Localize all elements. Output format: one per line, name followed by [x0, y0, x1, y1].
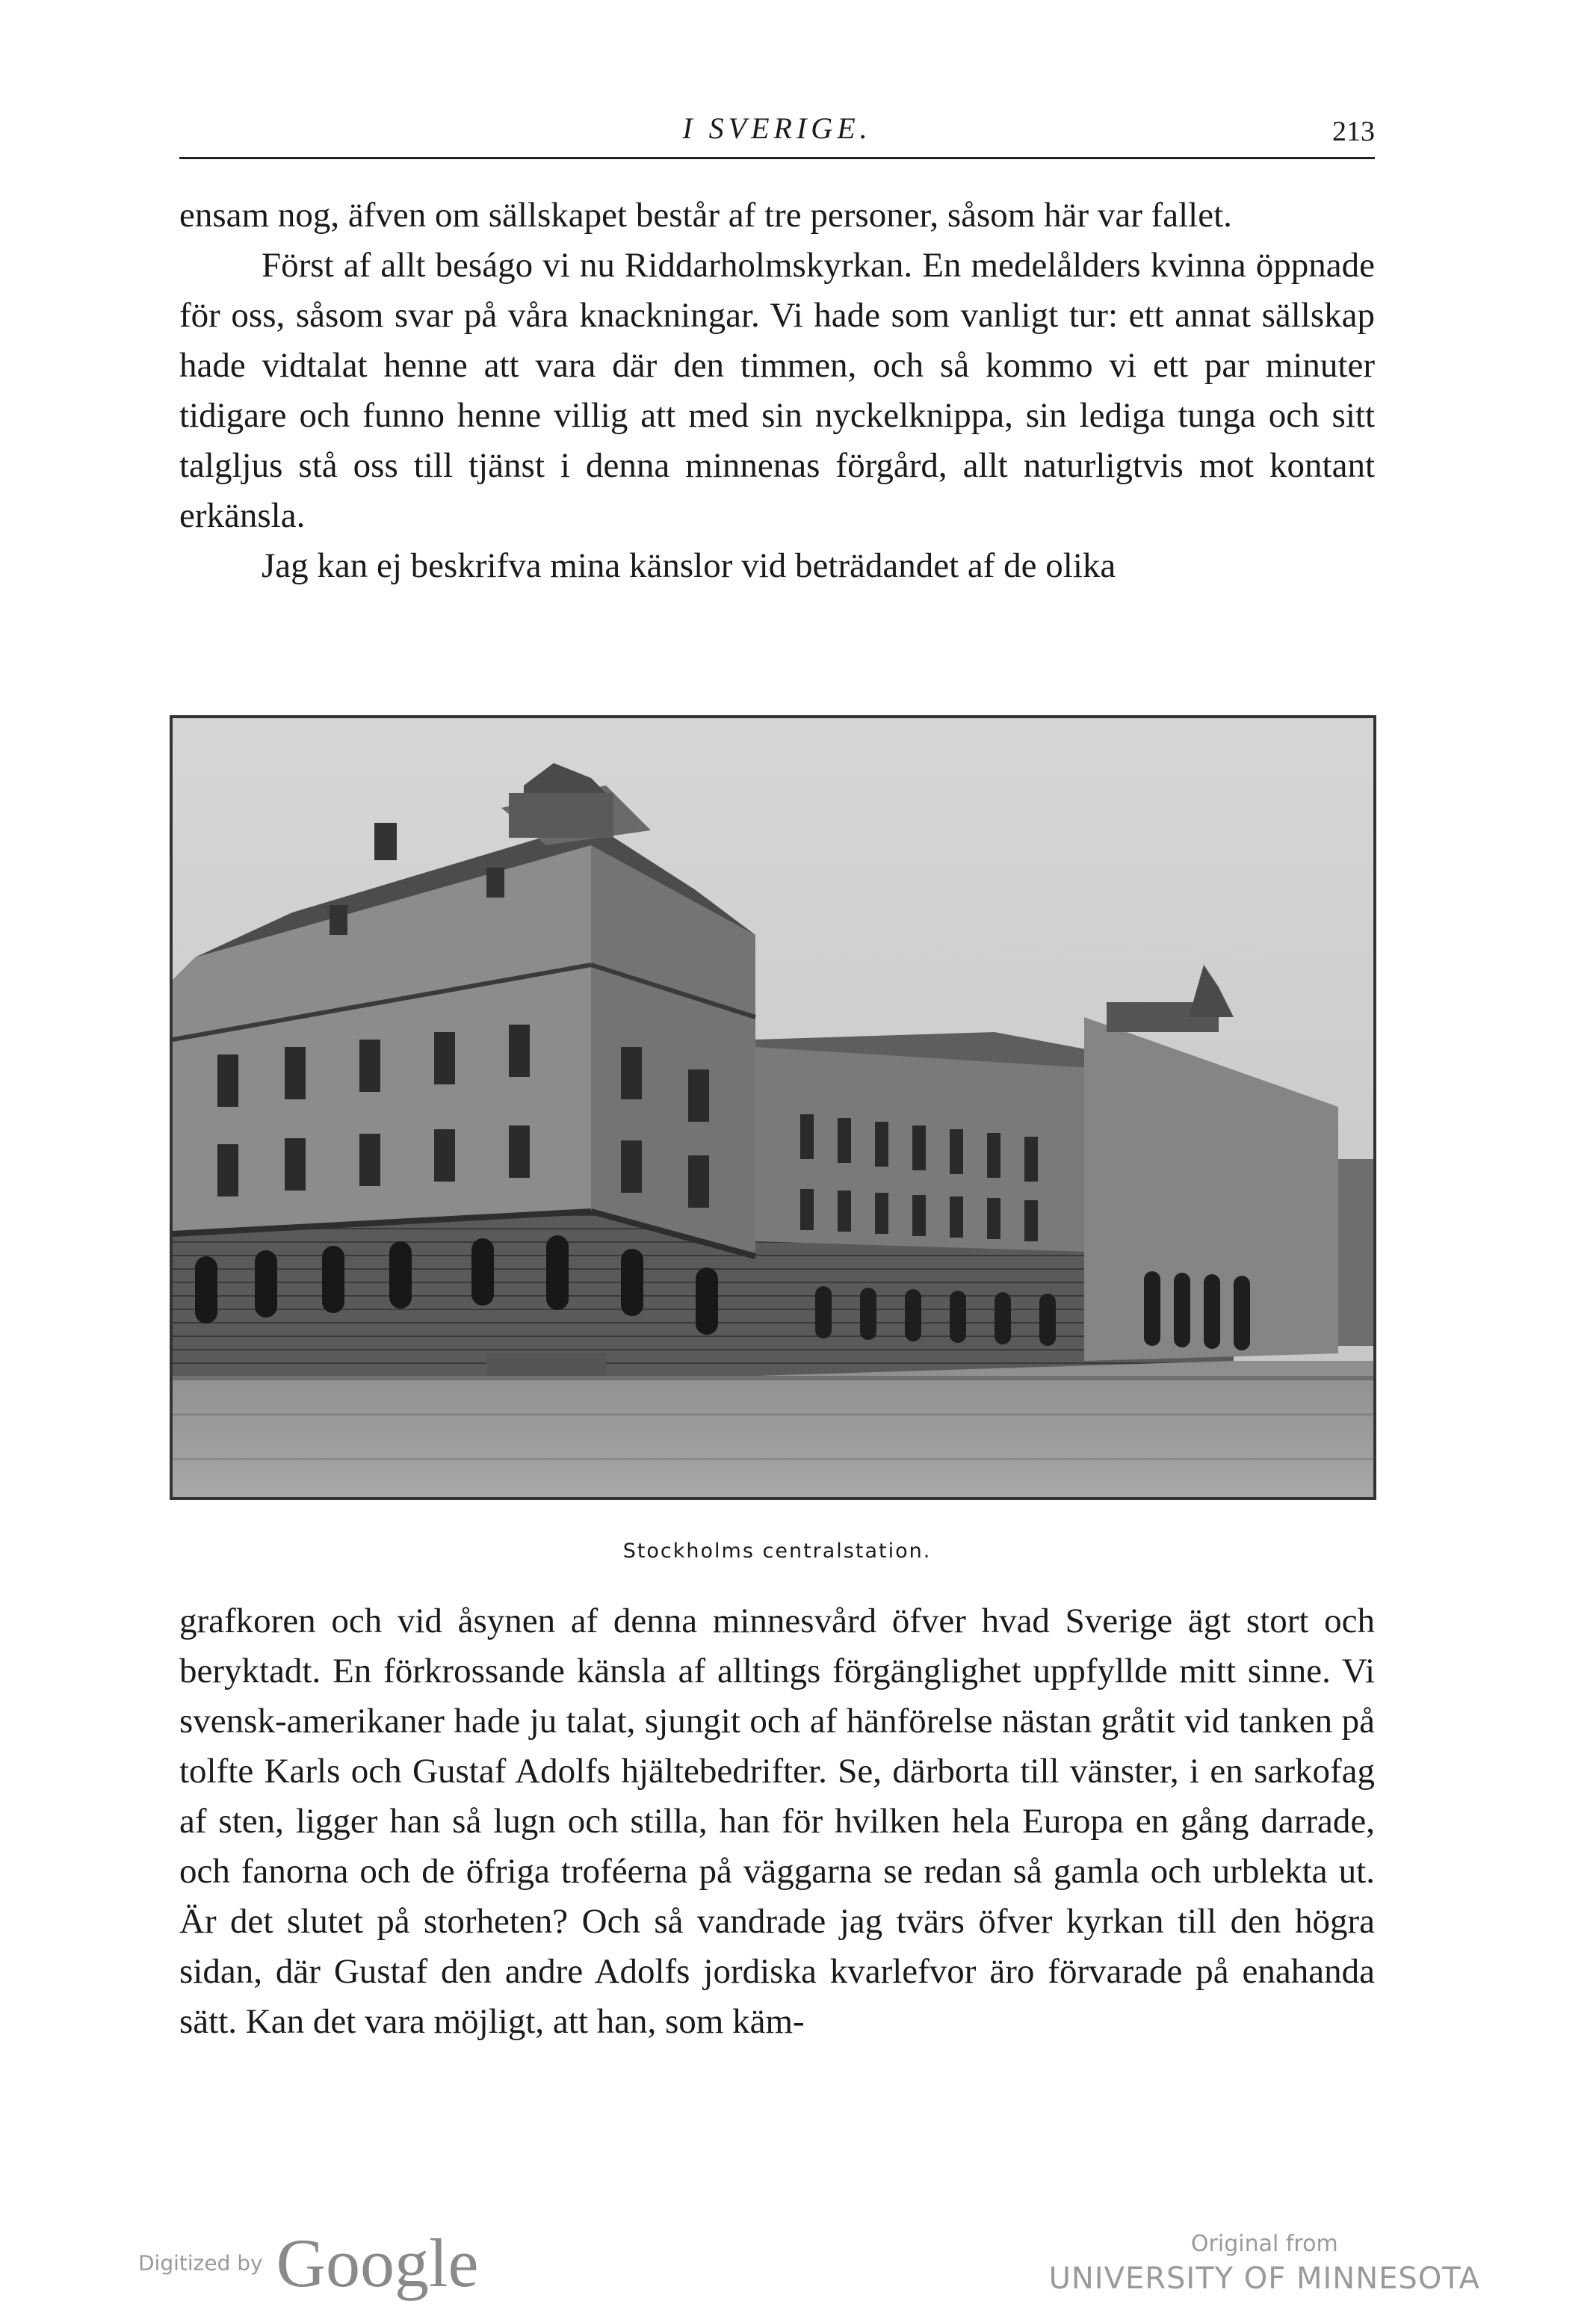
running-head: I SVERIGE. [682, 111, 872, 145]
paragraph: Först af allt beságo vi nu Riddarholmskyrkan. En medelålders kvinna öppnade för oss, såsom svar på våra knackningar. Vi hade som vanligt tur: ett annat sällskap hade vidtalat henne att vara där den timmen, och så kommo vi ett par minuter tidigare och funno henne villig att med sin nyckelknippa, sin lediga tunga och sitt talgljus stå oss till tjänst i denna minnenas förgård, allt naturligtvis mot kontant erkänsla. [179, 246, 1375, 535]
station-photograph [170, 715, 1376, 1500]
google-logo: Google [276, 2225, 479, 2301]
page-header [179, 105, 1375, 159]
university-label: UNIVERSITY OF MINNESOTA [1048, 2261, 1480, 2296]
digitized-by-watermark [138, 2223, 478, 2303]
figure-caption: Stockholms centralstation. [622, 1540, 932, 1563]
original-from-watermark [1049, 2231, 1480, 2296]
original-from-label: Original from [1190, 2231, 1338, 2257]
digitized-by-label: Digitized by [138, 2250, 263, 2276]
page-number: 213 [1332, 116, 1375, 147]
station-building-illustration [173, 718, 1373, 1497]
paragraph: ensam nog, äfven om sällskapet består af tre personer, såsom här var fallet. [179, 196, 1232, 235]
text-block-bottom [179, 1596, 1375, 2047]
paragraph: grafkoren och vid åsynen af denna minnesvård öfver hvad Sverige ägt stort och beryktadt. En förkrossande känsla af alltings förgänglighet uppfyllde mitt sinne. Vi svensk-amerikaner hade ju talat, sjungit och af hänförelse nästan gråtit vid tanken på tolfte Karls och Gustaf Adolfs hjältebedrifter. Se, därborta till vänster, i en sarkofag af sten, ligger han så lugn och stilla, han för hvilken hela Europa en gång darrade, och fanorna och de öfriga troféerna på väggarna se redan så gamla och urblekta ut. Är det slutet på storheten? Och så vandrade jag tvärs öfver kyrkan till den högra sidan, där Gustaf den andre Adolfs jordiska kvarlefvor äro förvarade på enahanda sätt. Kan det vara möjligt, att han, som käm- [179, 1602, 1375, 2041]
text-block-top [179, 191, 1375, 591]
paragraph: Jag kan ej beskrifva mina känslor vid beträdandet af de olika [262, 546, 1116, 585]
